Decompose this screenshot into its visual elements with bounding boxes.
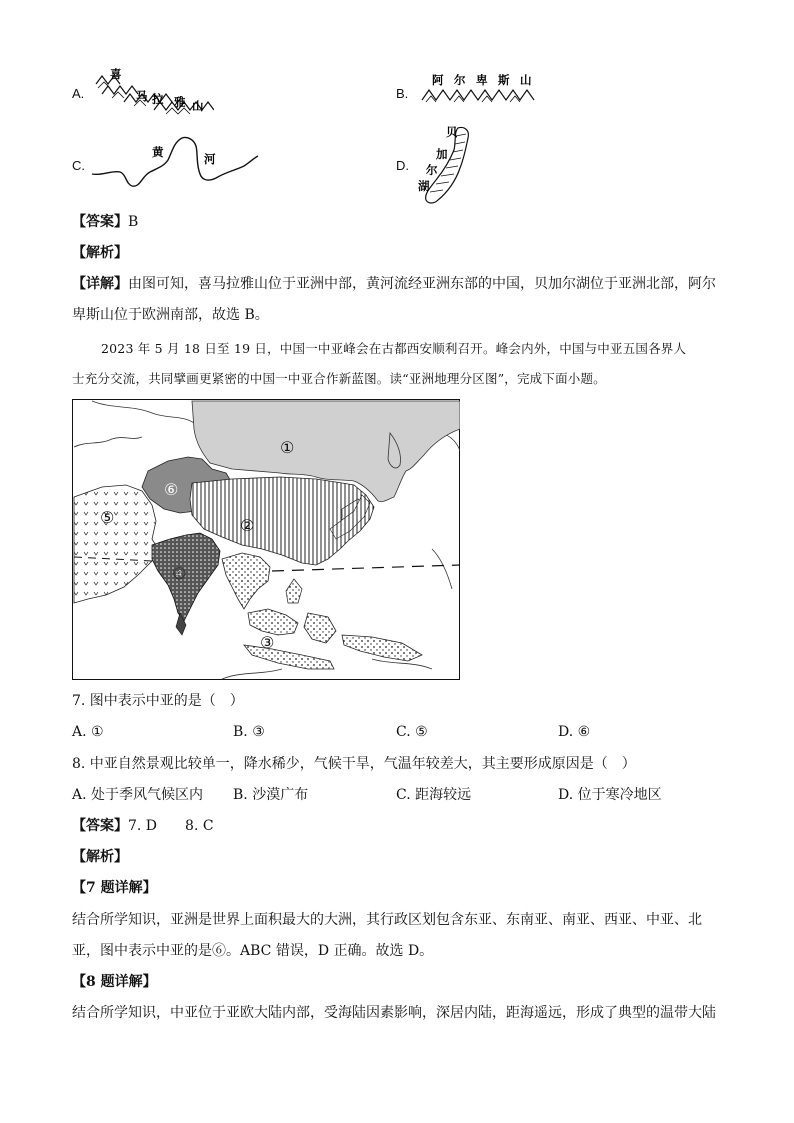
alps-char-1: 阿 — [432, 73, 444, 87]
alps-char-2: 尔 — [454, 73, 466, 87]
baikal-char-1: 贝 — [446, 125, 458, 139]
analysis-6-line-2: 卑斯山位于欧洲南部，故选 B。 — [72, 307, 269, 323]
q8-option-b: B. 沙漠广布 — [233, 787, 309, 803]
himalaya-char-2: 马 — [136, 89, 148, 103]
q7-option-d: D. ⑥ — [558, 724, 591, 740]
option-c-letter: C. — [72, 158, 85, 173]
option-b-letter: B. — [396, 86, 409, 101]
answer-6 — [72, 213, 138, 231]
yellow-river-figure — [90, 132, 262, 192]
q8-option-c: C. 距海较远 — [396, 787, 472, 803]
analysis-6-line-1 — [72, 275, 716, 293]
q7-detail-line-2: 亚，图中表示中亚的是⑥。ABC 错误，D 正确。故选 D。 — [72, 943, 434, 959]
q7-detail-tag: 【7 题详解】 — [72, 880, 157, 896]
answer-value: B — [128, 214, 139, 230]
region-label-3: ③ — [260, 633, 275, 652]
q8-option-d: D. 位于寒冷地区 — [558, 787, 662, 803]
region-label-4: ④ — [172, 564, 187, 583]
baikal-lake-figure — [414, 122, 476, 206]
q8-detail-tag: 【8 题详解】 — [72, 974, 157, 990]
region-label-1: ① — [280, 438, 295, 457]
alps-char-5: 山 — [520, 73, 532, 87]
himalaya-char-4: 雅 — [174, 95, 186, 109]
baikal-char-2: 加 — [436, 147, 448, 161]
himalaya-mountain-figure — [94, 64, 214, 122]
q7-option-b: B. ③ — [233, 724, 265, 740]
answer-7-8-value: 7. D 8. C — [128, 818, 214, 834]
region-label-5: ⑤ — [100, 508, 115, 527]
alps-mountain-figure — [418, 70, 540, 106]
region-label-2: ② — [240, 516, 255, 535]
detail-tag: 【详解】 — [72, 276, 128, 292]
alps-char-3: 卑 — [476, 73, 488, 87]
q7-detail-line-1: 结合所学知识，亚洲是世界上面积最大的大洲，其行政区划包含东亚、东南亚、南亚、西亚、中亚、北 — [72, 912, 702, 928]
region-label-6: ⑥ — [164, 480, 179, 499]
alps-char-4: 斯 — [498, 73, 510, 87]
option-d-letter: D. — [396, 158, 409, 173]
question-7-stem: 7. 图中表示中亚的是（ ） — [72, 693, 244, 709]
q7-option-c: C. ⑤ — [396, 724, 428, 740]
analysis-tag: 【解析】 — [72, 245, 128, 261]
answer-7-8-tag: 【答案】 — [72, 818, 128, 834]
asia-region-map — [72, 399, 460, 680]
himalaya-char-1: 喜 — [110, 67, 122, 81]
option-a-letter: A. — [72, 86, 85, 101]
question-8-stem: 8. 中亚自然景观比较单一，降水稀少，气候干旱，气温年较差大，其主要形成原因是（ ） — [72, 756, 636, 772]
passage-line-2: 士充分交流，共同擘画更紧密的中国一中亚合作新蓝图。读“亚洲地理分区图”，完成下面小题。 — [72, 371, 606, 386]
answer-7-8 — [72, 817, 214, 835]
passage-line-1: 2023 年 5 月 18 日至 19 日，中国一中亚峰会在古都西安顺利召开。峰会内外，中国与中亚五国各界人 — [101, 341, 687, 356]
q8-detail-line-1: 结合所学知识，中亚位于亚欧大陆内部，受海陆因素影响，深居内陆，距海遥远，形成了典型的温带大陆 — [72, 1005, 716, 1021]
yellow-river-char-1: 黄 — [152, 145, 164, 159]
analysis-6-text-1: 由图可知，喜马拉雅山位于亚洲中部，黄河流经亚洲东部的中国，贝加尔湖位于亚洲北部，阿尔 — [128, 276, 716, 292]
baikal-char-3: 尔 — [426, 163, 438, 177]
yellow-river-char-2: 河 — [204, 152, 216, 166]
analysis-7-8-tag: 【解析】 — [72, 849, 128, 865]
answer-tag: 【答案】 — [72, 214, 128, 230]
himalaya-char-3: 拉 — [152, 92, 164, 106]
baikal-char-4: 湖 — [418, 179, 430, 193]
q8-option-a: A. 处于季风气候区内 — [72, 787, 204, 803]
q7-option-a: A. ① — [72, 724, 104, 740]
himalaya-char-5: 山 — [192, 99, 204, 113]
